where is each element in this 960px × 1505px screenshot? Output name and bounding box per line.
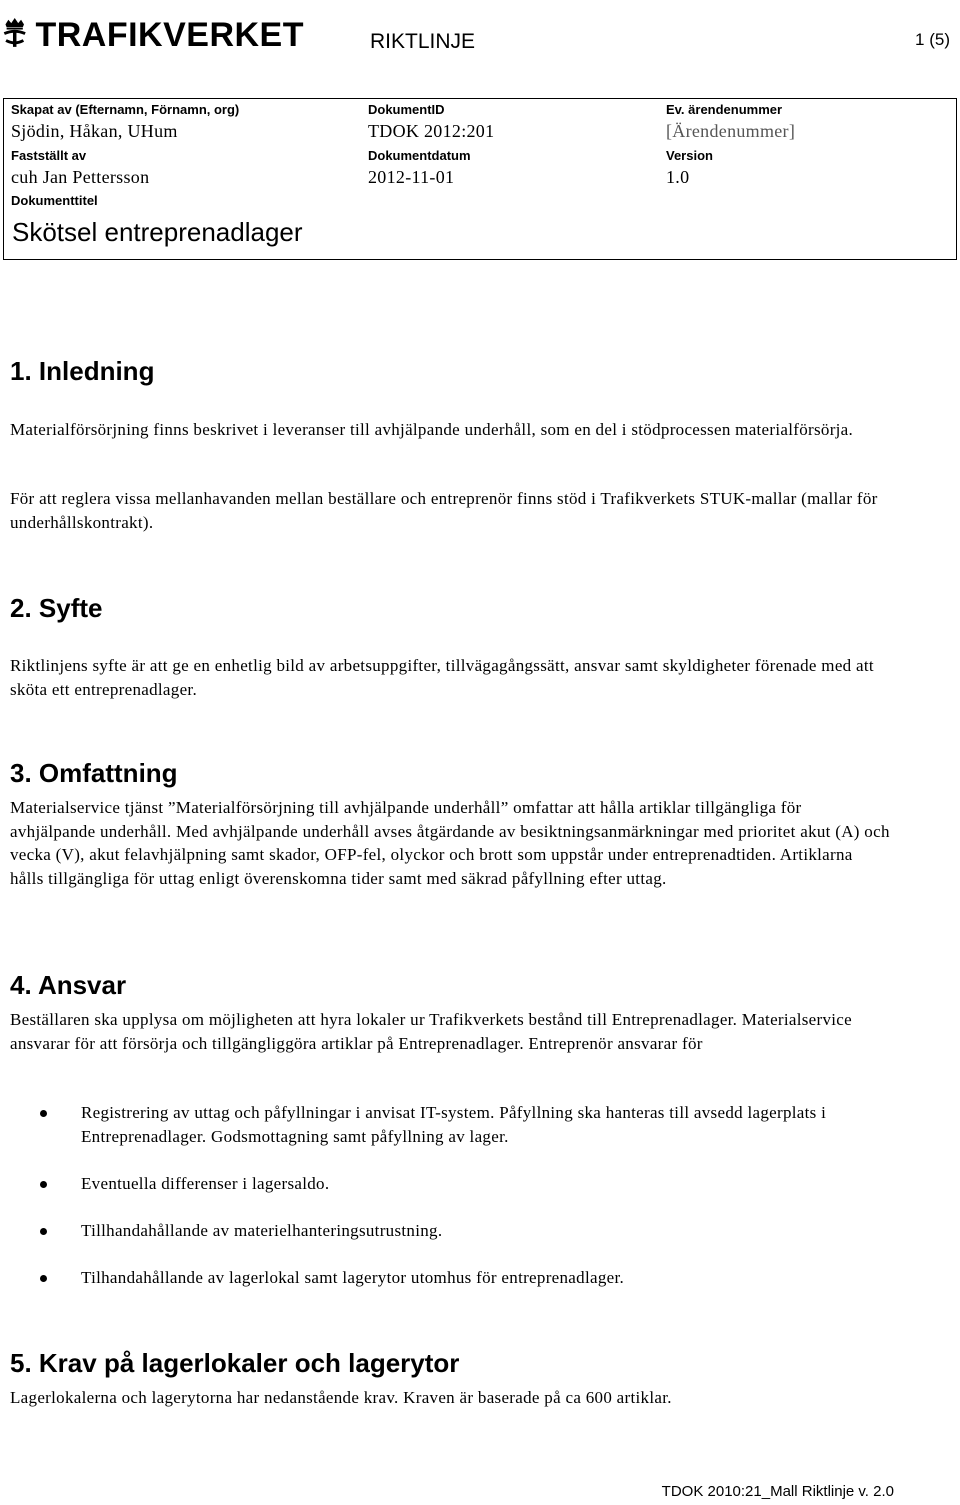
document-metadata-box — [3, 98, 957, 260]
document-id-value: TDOK 2012:201 — [368, 121, 495, 141]
bullet-icon — [40, 1275, 47, 1282]
list-item — [40, 1219, 920, 1243]
approved-by-value: cuh Jan Pettersson — [11, 167, 150, 187]
case-number-value: [Ärendenummer] — [666, 121, 796, 141]
paragraph-inledning-2: För att reglera vissa mellanhavanden mellan beställare och entreprenör finns stöd i Trafikverkets STUK-mallar (mallar för underhållskontrakt). — [10, 489, 878, 532]
list-item-text: Registrering av uttag och påfyllningar i anvisat IT-system. Påfyllning ska hanteras till avsedd lagerplats i Entreprenadlager. Godsmottagning samt påfyllning av lager. — [81, 1103, 827, 1146]
crown-icon — [2, 4, 27, 62]
list-item-text: Eventuella differenser i lagersaldo. — [81, 1174, 330, 1193]
bullet-icon — [40, 1228, 47, 1235]
paragraph-omfattning: Materialservice tjänst ”Materialförsörjning till avhjälpande underhåll” omfattar att hålla artiklar tillgängliga för avhjälpande underhåll. Med avhjälpande underhåll avses åtgärdande av besiktningsanmärkningar med prioritet akut (A) och vecka (V), akut felavhjälpning samt skador, OFP-fel, olyckor och brott som uppstår under entreprenadtiden. Artiklarna hålls tillgängliga för uttag enligt överenskomna tider samt med säkrad påfyllning efter uttag. — [10, 798, 890, 888]
version-label: Version — [666, 148, 713, 163]
paragraph-inledning-1: Materialförsörjning finns beskrivet i leveranser till avhjälpande underhåll, som en del i stödprocessen materialförsörja. — [10, 420, 854, 439]
trafikverket-logo — [2, 2, 304, 64]
section-heading-inledning: 1. Inledning — [10, 356, 155, 386]
paragraph-syfte: Riktlinjens syfte är att ge en enhetlig bild av arbetsuppgifter, tillvägagångssätt, ansvar samt skyldigheter förenade med att sköta ett entreprenadlager. — [10, 656, 874, 699]
list-item — [40, 1172, 920, 1196]
document-id-label: DokumentID — [368, 102, 445, 117]
paragraph-krav: Lagerlokalerna och lagerytorna har nedanstående krav. Kraven är baserade på ca 600 artiklar. — [10, 1388, 672, 1407]
section-heading-syfte: 2. Syfte — [10, 593, 103, 623]
list-item — [40, 1101, 920, 1148]
page-number: 1 (5) — [915, 30, 950, 49]
version-value: 1.0 — [666, 167, 690, 187]
paragraph-ansvar: Beställaren ska upplysa om möjligheten att hyra lokaler ur Trafikverkets bestånd till Entreprenadlager. Materialservice ansvarar för att försörja och tillgängliggöra artiklar på Entreprenadlager. Entreprenör ansvarar för — [10, 1010, 853, 1053]
document-title: Skötsel entreprenadlager — [12, 217, 303, 247]
section-heading-omfattning: 3. Omfattning — [10, 758, 178, 788]
document-title-label: Dokumenttitel — [11, 193, 98, 208]
footer-template-id: TDOK 2010:21_Mall Riktlinje v. 2.0 — [661, 1483, 894, 1500]
created-by-label: Skapat av (Efternamn, Förnamn, org) — [11, 102, 240, 117]
section-heading-ansvar: 4. Ansvar — [10, 970, 127, 1000]
document-date-value: 2012-11-01 — [368, 167, 455, 187]
approved-by-label: Fastställt av — [11, 148, 87, 163]
list-item-text: Tilhandahållande av lagerlokal samt lagerytor utomhus för entreprenadlager. — [81, 1268, 625, 1287]
logo-text: TRAFIKVERKET — [35, 15, 304, 54]
document-date-label: Dokumentdatum — [368, 148, 471, 163]
list-item — [40, 1266, 920, 1290]
document-type: RIKTLINJE — [370, 30, 476, 53]
bullet-icon — [40, 1181, 47, 1188]
section-heading-krav: 5. Krav på lagerlokaler och lagerytor — [10, 1348, 460, 1378]
case-number-label: Ev. ärendenummer — [666, 102, 783, 117]
created-by-value: Sjödin, Håkan, UHum — [11, 121, 178, 141]
list-item-text: Tillhandahållande av materielhanteringsutrustning. — [81, 1221, 443, 1240]
bullet-icon — [40, 1110, 47, 1117]
